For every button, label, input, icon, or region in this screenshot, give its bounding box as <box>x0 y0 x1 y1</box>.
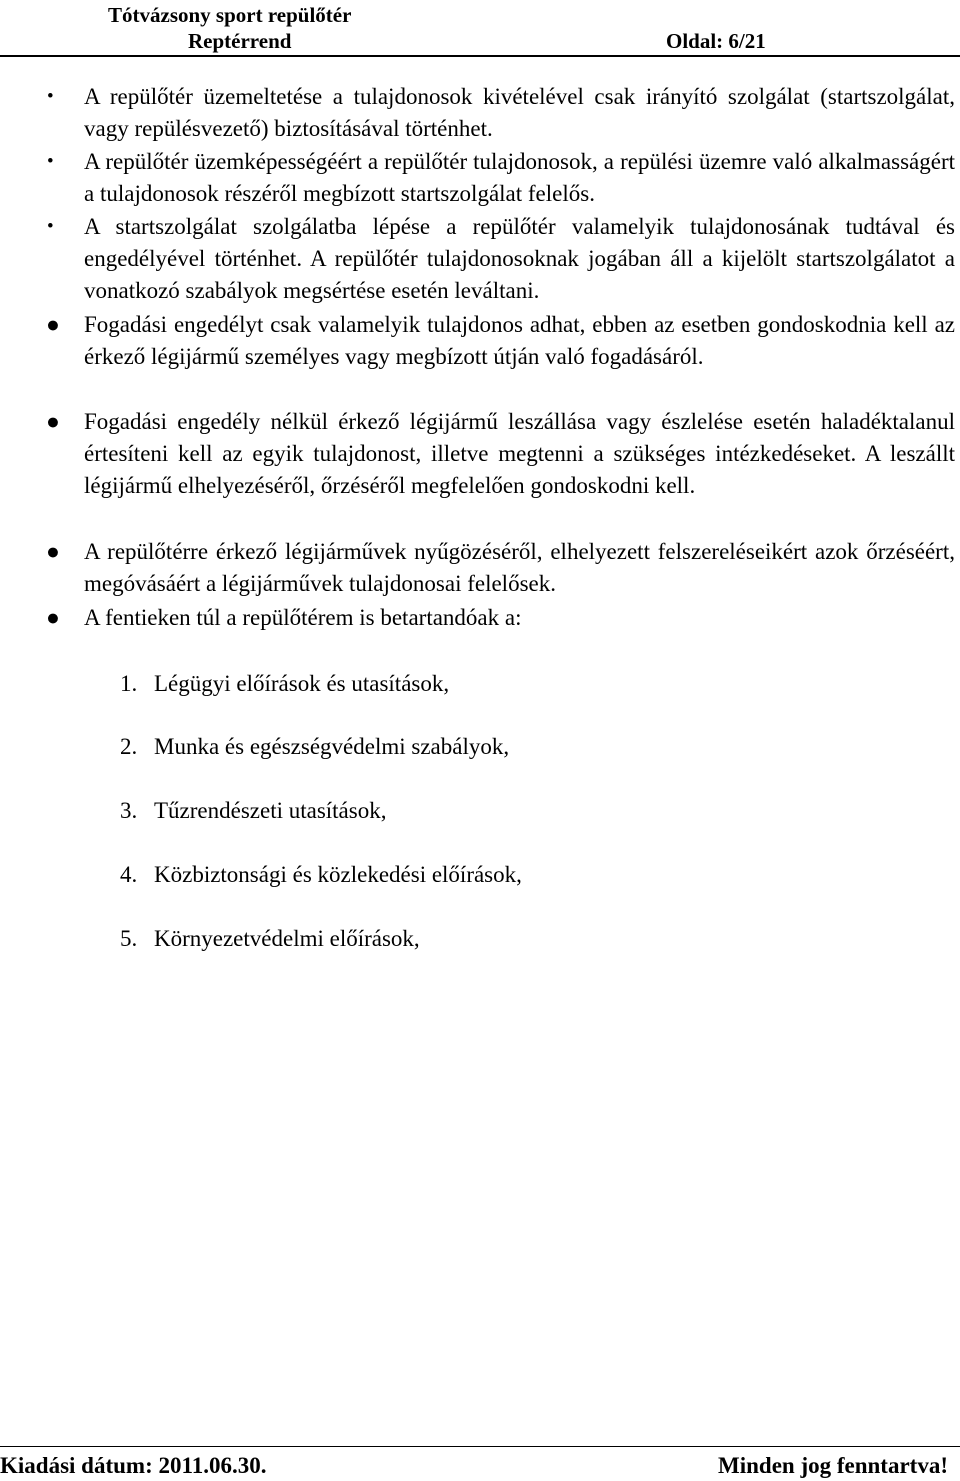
item-text: Közbiztonsági és közlekedési előírások, <box>154 862 522 887</box>
bullet-item <box>47 211 955 307</box>
page-header <box>0 0 960 56</box>
item-text: Légügyi előírások és utasítások, <box>154 671 450 696</box>
page-number: Oldal: 6/21 <box>666 29 766 53</box>
document-title: Tótvázsony sport repülőtér <box>108 3 352 27</box>
item-number: 1. <box>120 671 138 696</box>
bullet-item <box>46 536 955 600</box>
bullet-text: A repülőtérre érkező légijárművek nyűgözéséről, elhelyezett felszereléseikért azok őrzéséért, megóvásáért a légijárművek tulajdonosai felelősek. <box>84 539 955 596</box>
bullet-icon: ● <box>46 409 60 434</box>
footer-divider <box>0 1446 960 1447</box>
bullet-text: Fogadási engedély nélkül érkező légijármű leszállása vagy észlelése esetén haladéktalanul értesíteni kell az egyik tulajdonost, illetve megtenni a szükséges intézkedéseket. A leszállt légijármű elhelyezéséről, őrzéséről megfelelően gondoskodni kell. <box>84 409 955 498</box>
bullet-item <box>47 146 955 210</box>
bullet-icon: • <box>47 216 54 237</box>
bullet-text: A fentieken túl a repülőtérem is betartandóak a: <box>84 605 522 630</box>
numbered-item <box>120 795 386 827</box>
header-divider <box>0 55 960 57</box>
bullet-item <box>47 81 955 145</box>
bullet-text: A repülőtér üzemképességéért a repülőtér tulajdonosok, a repülési üzemre való alkalmasságért a tulajdonosok részéről megbízott startszolgálat felelős. <box>84 149 955 206</box>
bullet-text: A startszolgálat szolgálatba lépése a repülőtér valamelyik tulajdonosának tudtával és engedélyével történhet. A repülőtér tulajdonosoknak jogában áll a kijelölt startszolgálatot a vonatkozó szabályok megsértése esetén leváltani. <box>84 214 955 303</box>
item-number: 4. <box>120 862 138 887</box>
item-number: 3. <box>120 798 138 823</box>
bullet-item <box>46 602 955 634</box>
bullet-icon: ● <box>46 539 60 564</box>
numbered-item <box>120 668 449 700</box>
numbered-item <box>120 859 522 891</box>
section-title: Reptérrend <box>188 29 292 53</box>
bullet-icon: • <box>47 151 54 172</box>
item-number: 2. <box>120 734 138 759</box>
numbered-item <box>120 731 509 763</box>
item-text: Tűzrendészeti utasítások, <box>154 798 387 823</box>
item-number: 5. <box>120 926 138 951</box>
bullet-icon: ● <box>46 312 60 337</box>
numbered-item <box>120 923 420 955</box>
rights-notice: Minden jog fenntartva! <box>718 1453 948 1478</box>
item-text: Munka és egészségvédelmi szabályok, <box>154 734 510 759</box>
bullet-icon: • <box>47 86 54 107</box>
bullet-icon: ● <box>46 605 60 630</box>
item-text: Környezetvédelmi előírások, <box>154 926 420 951</box>
issue-date: Kiadási dátum: 2011.06.30. <box>0 1453 267 1478</box>
bullet-item <box>46 406 955 502</box>
bullet-text: Fogadási engedélyt csak valamelyik tulajdonos adhat, ebben az esetben gondoskodnia kell az érkező légijármű személyes vagy megbízott útján való fogadásáról. <box>84 312 955 369</box>
bullet-text: A repülőtér üzemeltetése a tulajdonosok kivételével csak irányító szolgálat (startszolgálat, vagy repülésvezető) biztosításával történhet. <box>84 84 955 141</box>
bullet-item <box>46 309 955 373</box>
